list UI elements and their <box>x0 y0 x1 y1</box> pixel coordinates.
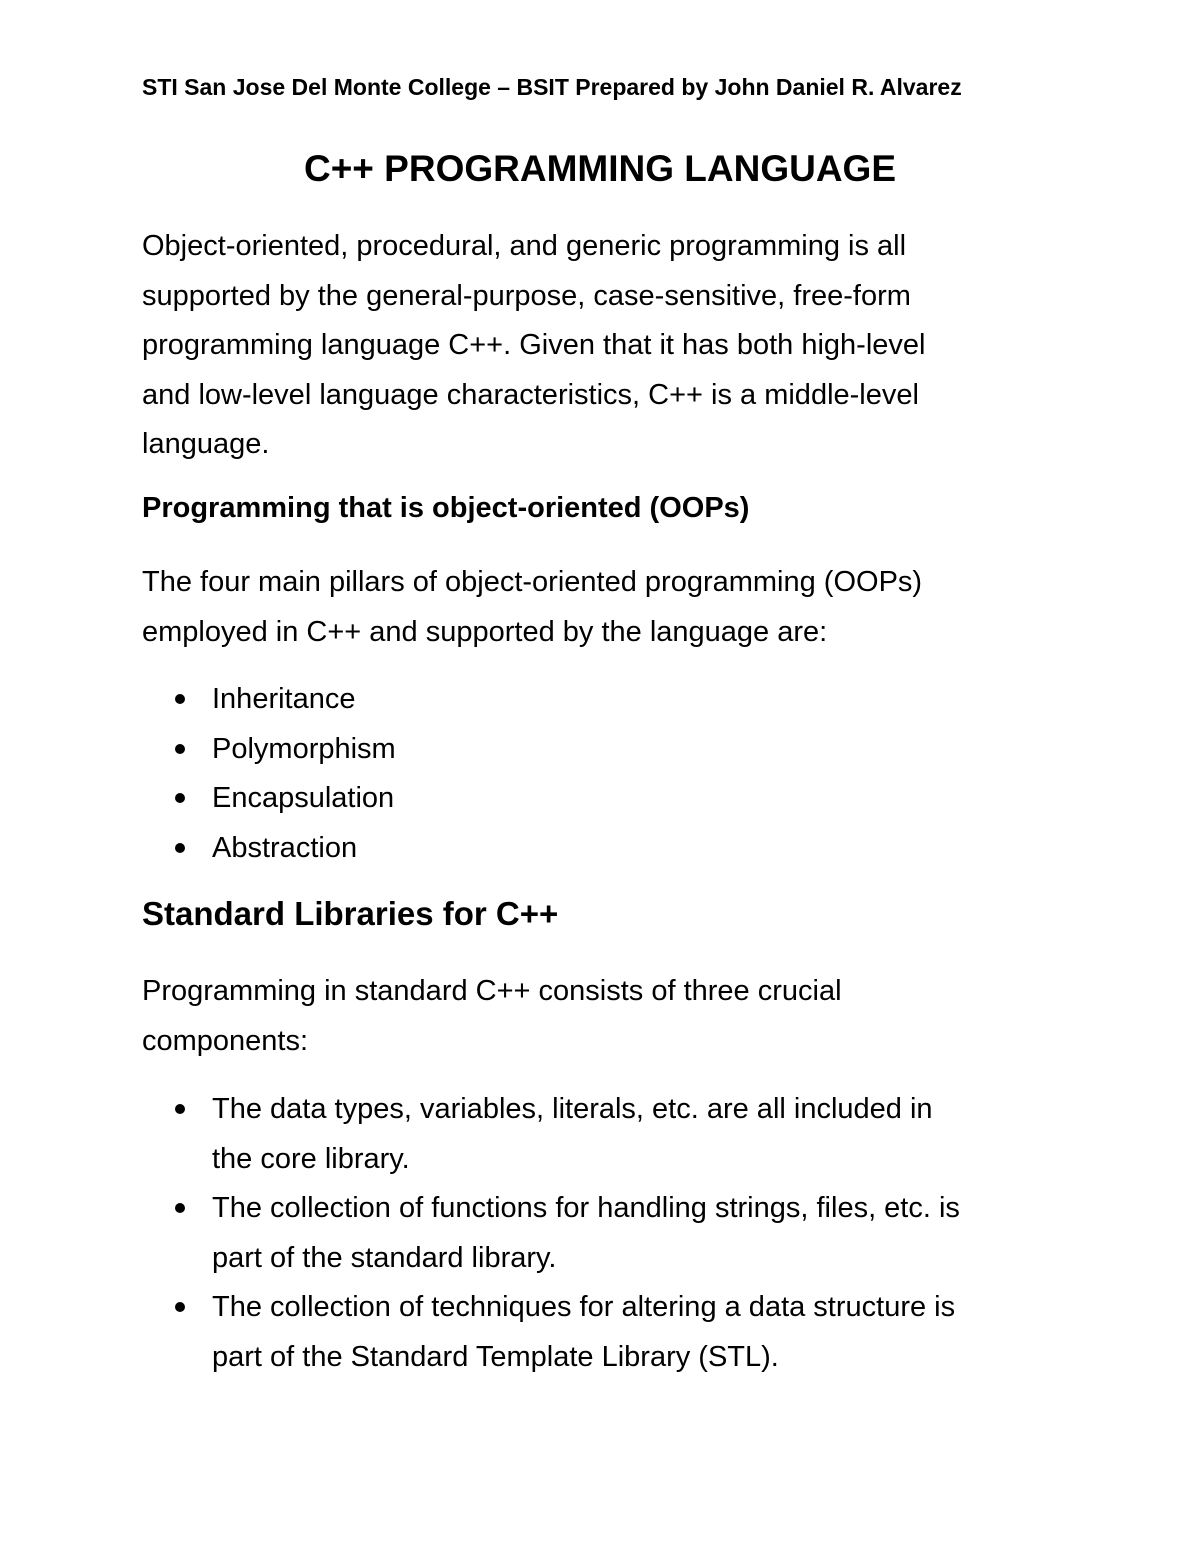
libraries-components-list <box>175 1085 1075 1383</box>
list-item <box>175 1085 1075 1184</box>
component-line: part of the standard library. <box>212 1241 557 1274</box>
bullet-icon <box>175 1203 185 1213</box>
list-item <box>175 725 1075 775</box>
intro-line: programming language C++. Given that it has both high-level <box>142 329 926 362</box>
oop-pillars-list <box>175 675 1075 873</box>
oop-paragraph <box>142 558 1042 657</box>
bullet-icon <box>175 694 185 704</box>
pillar-label: Inheritance <box>212 683 356 715</box>
bullet-icon <box>175 843 185 853</box>
list-item <box>175 824 1075 874</box>
intro-paragraph <box>142 222 1042 470</box>
intro-line: supported by the general-purpose, case-sensitive, free-form <box>142 279 911 312</box>
intro-line: language. <box>142 428 270 461</box>
list-item <box>175 1184 1075 1283</box>
oop-heading: Programming that is object-oriented (OOPs) <box>142 492 750 524</box>
intro-line: and low-level language characteristics, C++ is a middle-level <box>142 378 919 411</box>
libraries-paragraph <box>142 967 1042 1066</box>
bullet-icon <box>175 1302 185 1312</box>
libraries-line: Programming in standard C++ consists of three crucial <box>142 975 842 1007</box>
list-item <box>175 1283 1075 1382</box>
list-item <box>175 774 1075 824</box>
libraries-heading: Standard Libraries for C++ <box>142 895 559 932</box>
component-line: the core library. <box>212 1142 410 1175</box>
page-header: STI San Jose Del Monte College – BSIT Prepared by John Daniel R. Alvarez <box>142 74 962 100</box>
intro-line: Object-oriented, procedural, and generic programming is all <box>142 230 907 262</box>
pillar-label: Polymorphism <box>212 732 396 765</box>
oop-line: The four main pillars of object-oriented programming (OOPs) <box>142 566 923 598</box>
pillar-label: Encapsulation <box>212 782 395 815</box>
component-line: part of the Standard Template Library (STL). <box>212 1340 779 1373</box>
component-line: The collection of techniques for altering a data structure is <box>212 1291 956 1324</box>
component-line: The collection of functions for handling strings, files, etc. is <box>212 1192 960 1225</box>
document-title: C++ PROGRAMMING LANGUAGE <box>303 148 897 189</box>
bullet-icon <box>175 793 185 803</box>
libraries-line: components: <box>142 1024 309 1057</box>
component-line: The data types, variables, literals, etc. are all included in <box>212 1093 933 1125</box>
oop-line: employed in C++ and supported by the language are: <box>142 615 828 648</box>
list-item <box>175 675 1075 725</box>
bullet-icon <box>175 744 185 754</box>
bullet-icon <box>175 1104 185 1114</box>
pillar-label: Abstraction <box>212 831 358 864</box>
